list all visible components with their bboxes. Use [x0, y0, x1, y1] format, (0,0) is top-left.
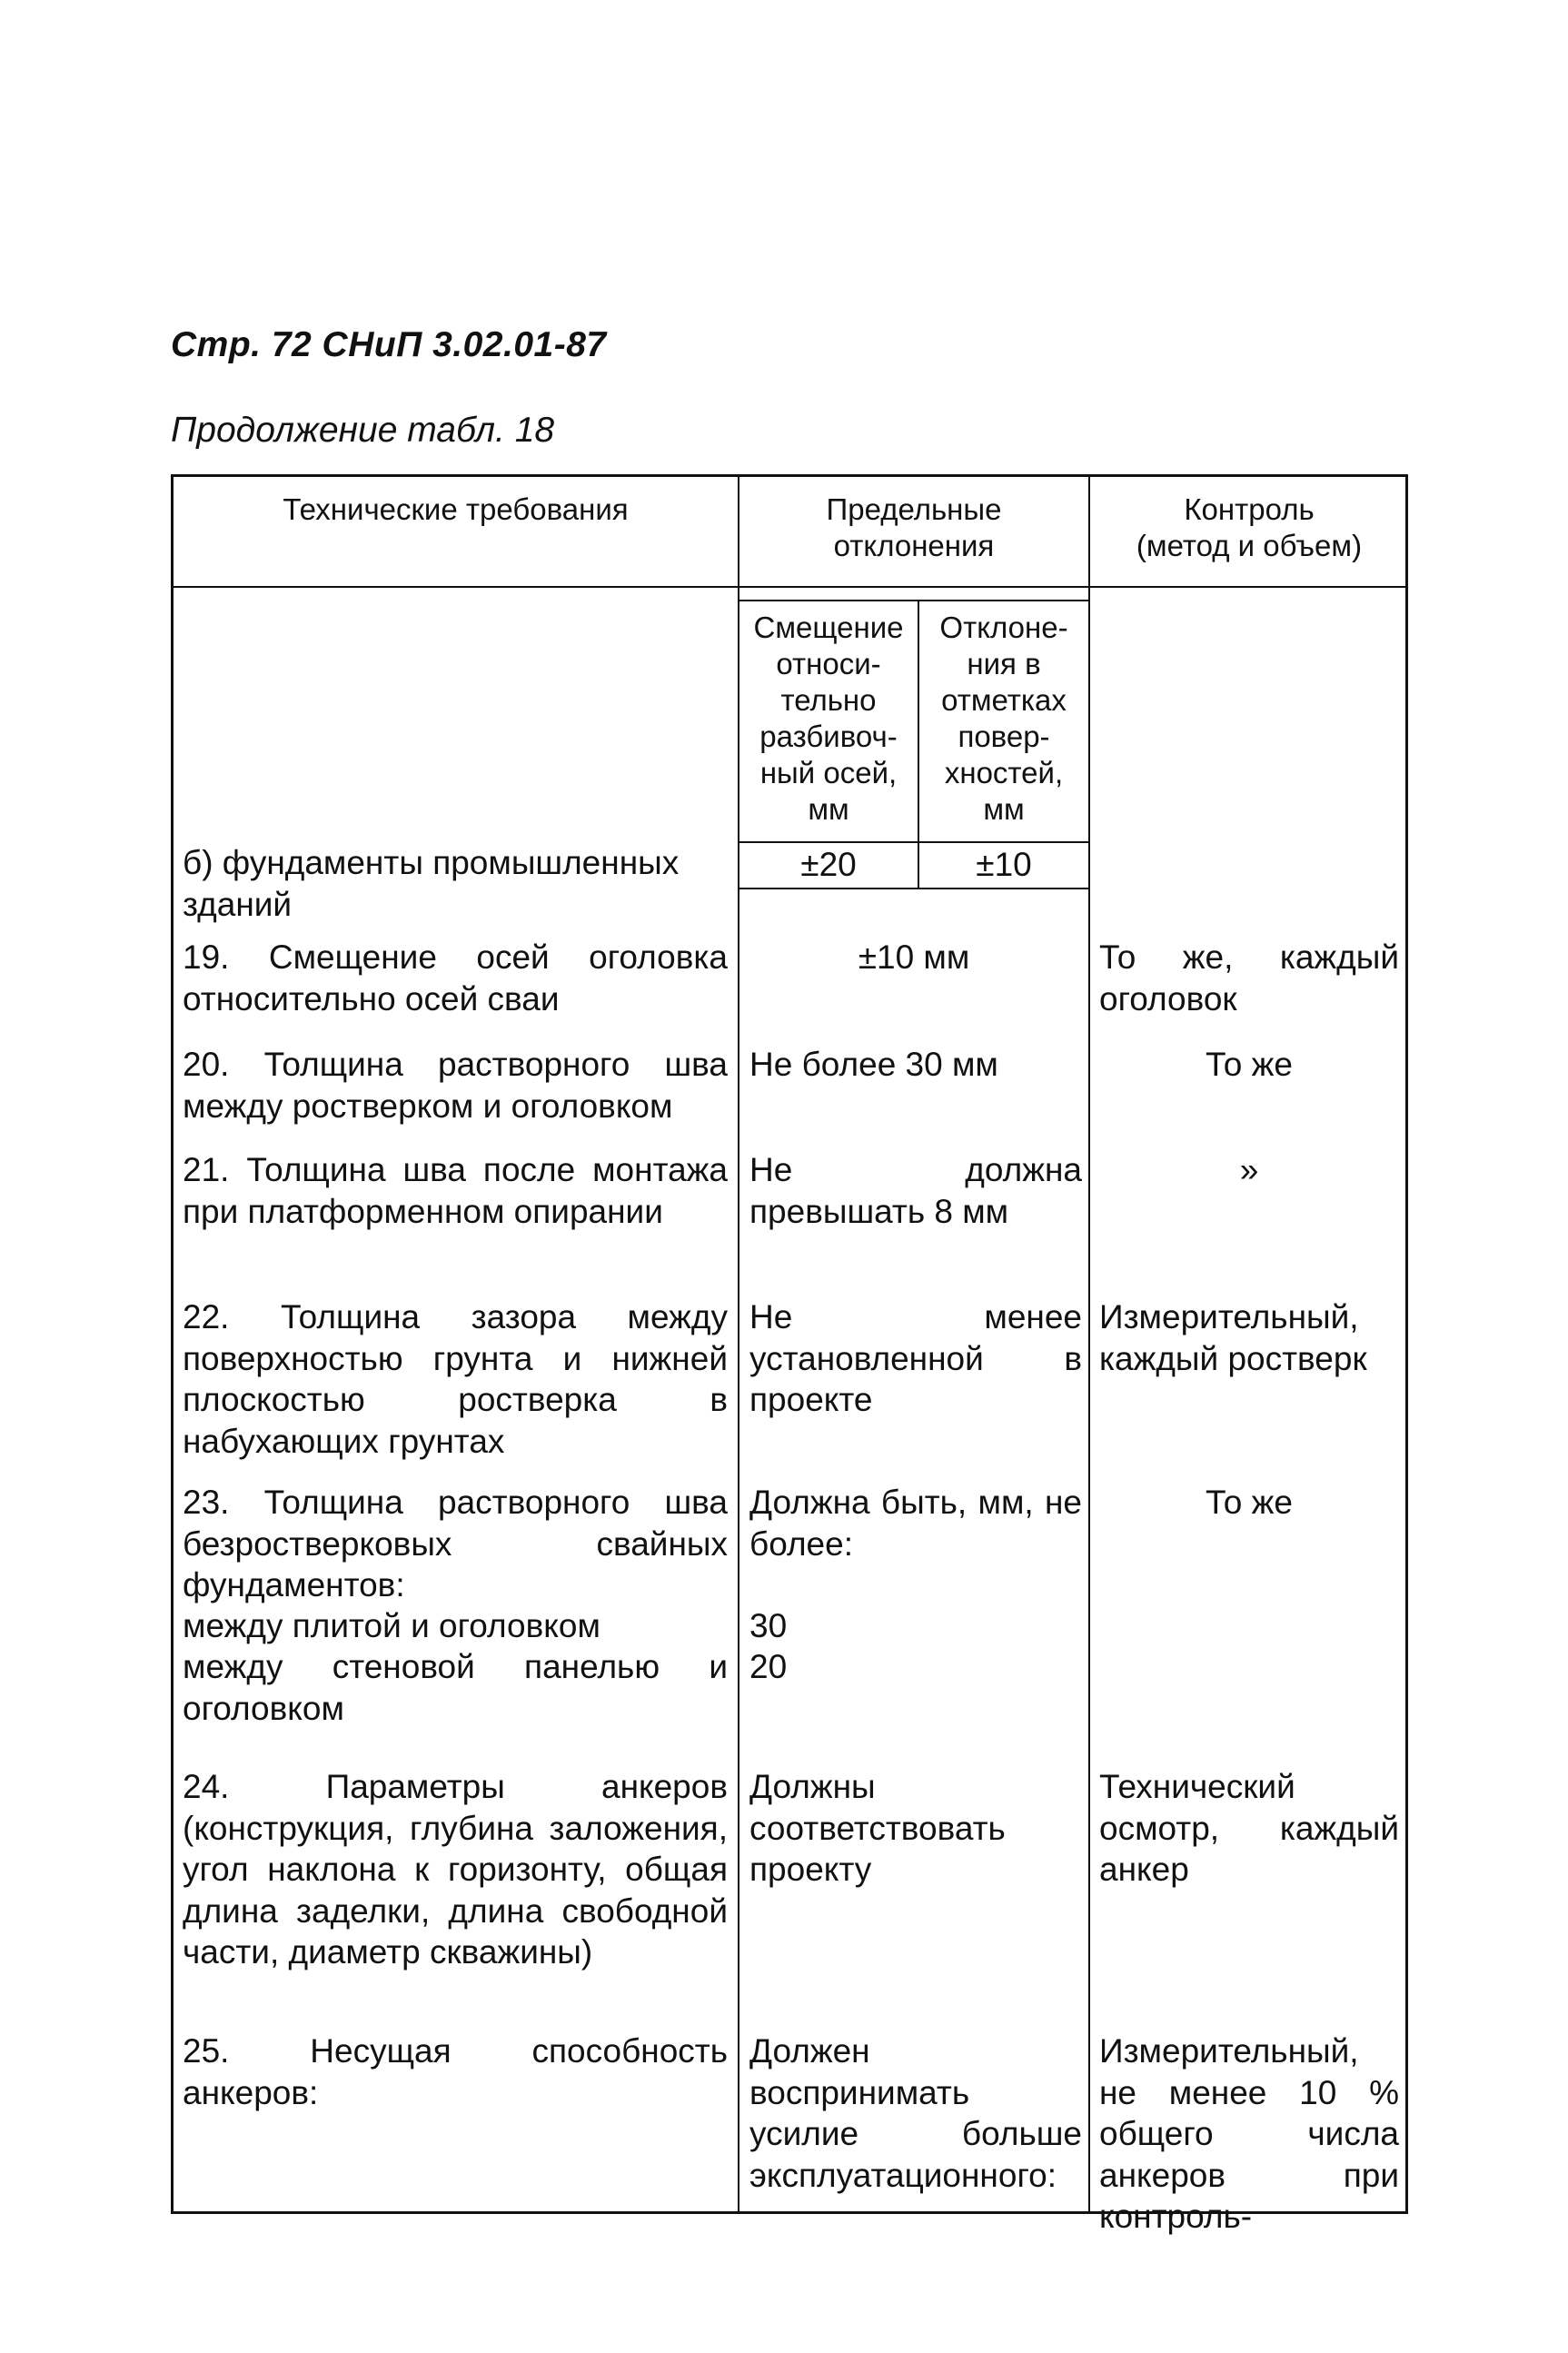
row-20-requirement: 20. Толщина растворного шва между ростверком и оголовком	[183, 1046, 728, 1125]
table-caption: Продолжение табл. 18	[171, 411, 555, 450]
row-b-elevation-value: ±10	[976, 846, 1032, 883]
row-21-control: »	[1239, 1151, 1259, 1188]
row-19-deviation: ±10 мм	[858, 938, 970, 976]
row-20-control: То же	[1206, 1046, 1293, 1083]
row-25-control: Измерительный, не менее 10 % общего числа анкеров при контроль-	[1099, 2032, 1399, 2235]
subheader-top-line	[738, 600, 1090, 601]
subheader-offset: Смещение относи- тельно разбивоч- ный осей, мм	[753, 611, 904, 826]
row-22-requirement: 22. Толщина зазора между поверхностью грунта и нижней плоскостью ростверка в набухающих грунтах	[183, 1298, 728, 1460]
row-24-control: Технический осмотр, каждый анкер	[1099, 1768, 1399, 1888]
row-23-requirement: 23. Толщина растворного шва безростверковых свайных фундаментов:	[183, 1484, 728, 1603]
header-divider	[174, 586, 1408, 588]
col-header-deviations: Предельные отклонения	[826, 492, 1002, 562]
row-23-deviation: Должна быть, мм, не более:	[749, 1484, 1082, 1563]
row-24-deviation: Должны соответствовать проекту	[749, 1768, 1006, 1888]
row-23-deviation-a: 30	[749, 1607, 788, 1644]
row-19-requirement: 19. Смещение осей оголовка относительно осей сваи	[183, 938, 728, 1018]
col-header-requirements: Технические требования	[283, 492, 629, 526]
subvalue-bottom-line	[738, 888, 1090, 889]
row-22-control: Измерительный, каждый ростверк	[1099, 1298, 1367, 1377]
row-20-deviation: Не более 30 мм	[749, 1046, 998, 1083]
page-header: Стр. 72 СНиП 3.02.01-87	[171, 325, 607, 364]
row-22-deviation: Не менее установленной в проекте	[749, 1298, 1082, 1418]
row-25-requirement: 25. Несущая способность анкеров:	[183, 2032, 728, 2111]
row-21-requirement: 21. Толщина шва после монтажа при платформенном опирании	[183, 1151, 728, 1230]
column-divider-2	[1088, 477, 1090, 2214]
row-23-requirement-a: между плитой и оголовком	[183, 1607, 600, 1644]
row-b-offset-value: ±20	[800, 846, 857, 883]
row-23-requirement-b: между стеновой панелью и оголовком	[183, 1648, 728, 1727]
row-21-deviation: Не должна превышать 8 мм	[749, 1151, 1082, 1230]
subheader-bottom-line	[738, 841, 1090, 843]
row-19-control: То же, каждый оголовок	[1099, 938, 1399, 1018]
row-23-control: То же	[1206, 1484, 1293, 1521]
subheader-elevation: Отклоне- ния в отметках повер- хностей, мм	[939, 611, 1068, 826]
requirements-table	[171, 474, 1408, 2235]
col-header-control: Контроль (метод и объем)	[1136, 492, 1363, 562]
row-23-deviation-b: 20	[749, 1648, 788, 1685]
row-24-requirement: 24. Параметры анкеров (конструкция, глубина заложения, угол наклона к горизонту, общая длина заделки, длина свободной части, диаметр скважины)	[183, 1768, 728, 1971]
row-25-deviation: Должен воспринимать усилие больше эксплуатационного:	[749, 2032, 1082, 2194]
row-b-requirement: б) фундаменты промышленных зданий	[183, 844, 680, 923]
